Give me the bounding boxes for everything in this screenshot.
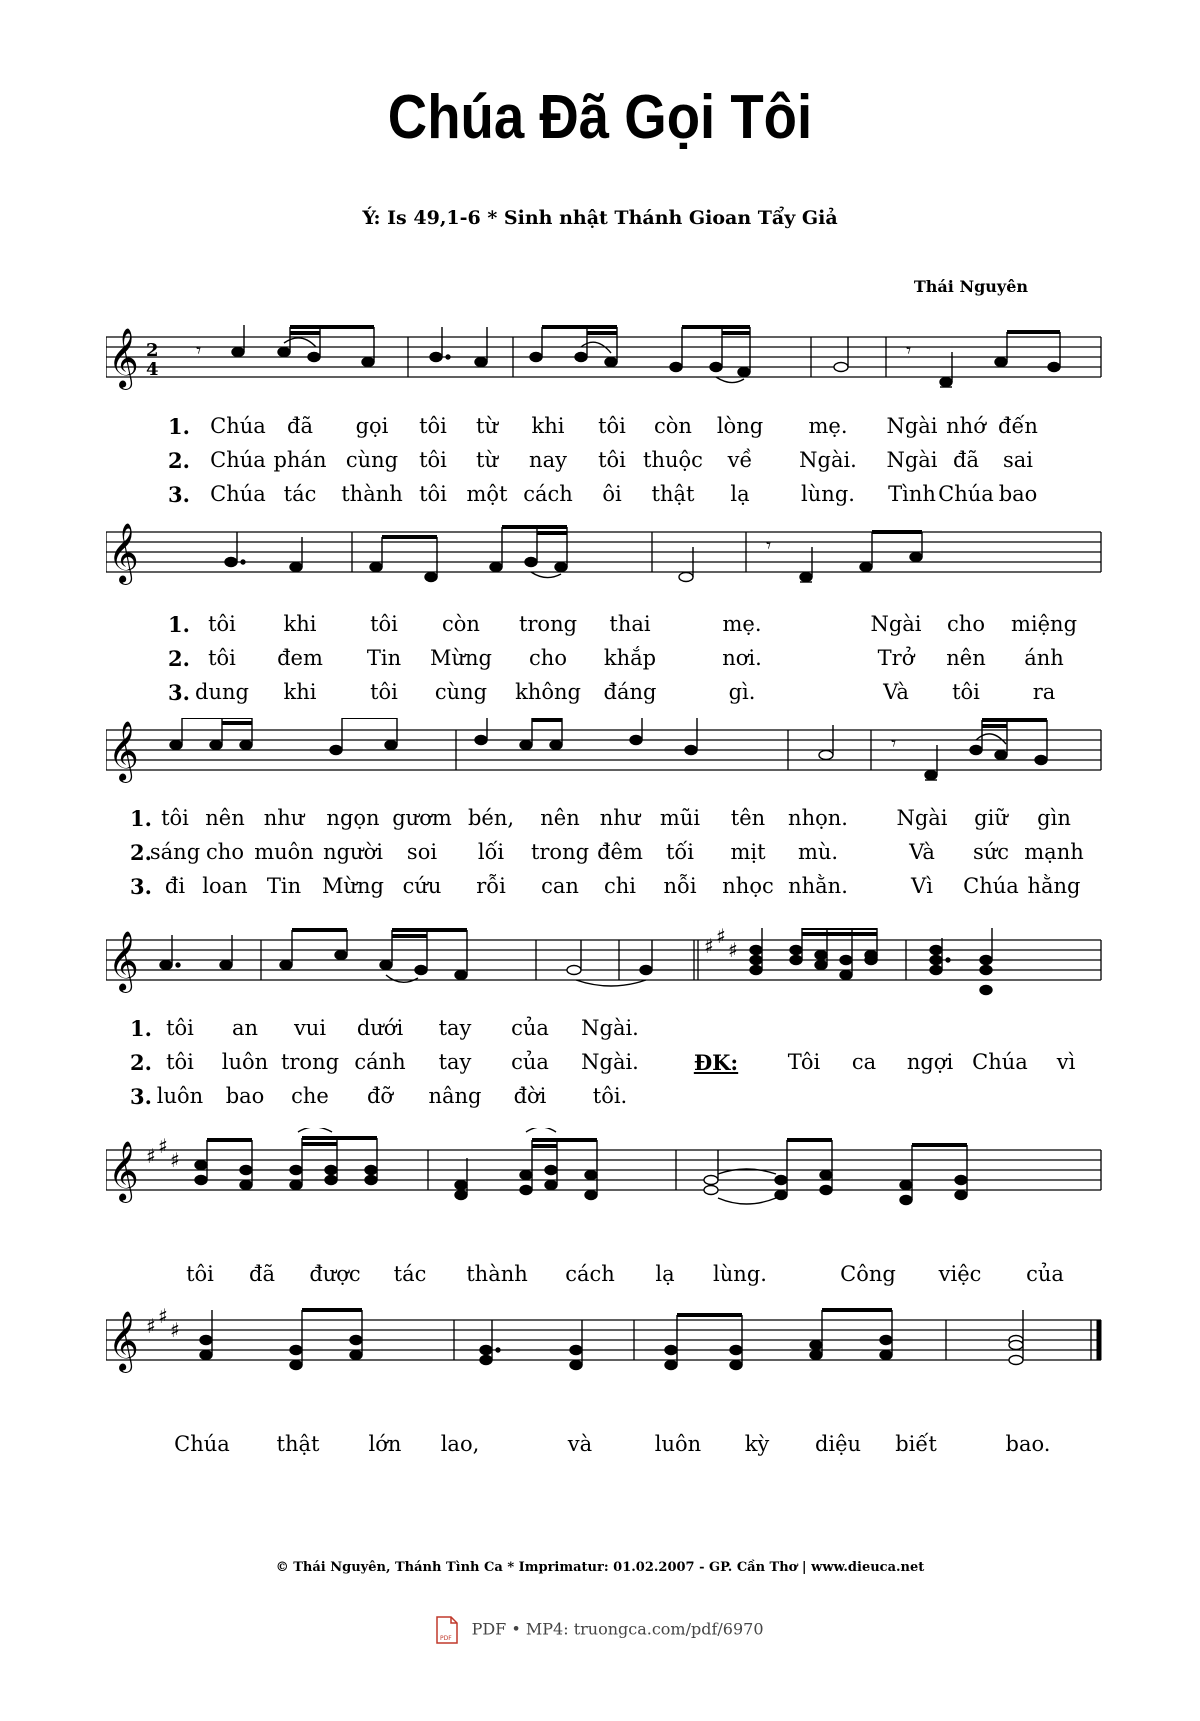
lyric-syllable: lối <box>477 840 505 864</box>
verse-number: 3. <box>130 1084 152 1109</box>
lyric-syllable: tác <box>393 1262 427 1286</box>
lyric-syllable: người <box>323 840 383 864</box>
verse-number: 3. <box>130 874 152 899</box>
lyric-syllable: Vì <box>911 874 933 898</box>
lyric-syllable: trong <box>280 1050 340 1074</box>
lyric-syllable: từ <box>476 414 498 438</box>
lyric-syllable: đỡ <box>366 1084 394 1108</box>
lyric-syllable: nỗi <box>663 874 697 898</box>
lyric-syllable: tôi <box>370 612 398 636</box>
lyric-syllable: Tin <box>266 874 302 898</box>
lyric-syllable: tôi <box>161 806 189 830</box>
lyric-syllable: Tôi <box>787 1050 821 1074</box>
lyric-syllable: ca <box>851 1050 877 1074</box>
lyric-syllable: nơi. <box>722 646 762 670</box>
lyric-syllable: an <box>231 1016 259 1040</box>
lyric-syllable: cho <box>206 840 244 864</box>
lyric-syllable: thai <box>609 612 651 636</box>
lyric-syllable: tôi. <box>592 1084 628 1108</box>
lyric-syllable: Ngài. <box>581 1050 639 1074</box>
lyric-syllable: tôi <box>598 448 626 472</box>
verse-number: 1. <box>168 612 190 637</box>
lyric-syllable: cho <box>529 646 567 670</box>
verse-number: 1. <box>130 806 152 831</box>
lyric-syllable: của <box>511 1050 549 1074</box>
song-title: Chúa Đã Gọi Tôi <box>387 83 813 152</box>
lyric-syllable: khi <box>283 612 317 636</box>
lyric-syllable: Chúa <box>210 482 266 506</box>
lyric-syllable: tôi <box>952 680 980 704</box>
song-subtitle: Ý: Is 49,1-6 * Sinh nhật Thánh Gioan Tẩy Giả <box>362 207 838 229</box>
lyric-syllable: nhọn. <box>788 806 848 830</box>
lyric-syllable: thành <box>341 482 403 506</box>
lyric-syllable: vui <box>293 1016 327 1040</box>
staff-system-5 <box>106 1128 1106 1218</box>
lyric-syllable: Chúa <box>963 874 1019 898</box>
lyric-syllable: Tình <box>888 482 936 506</box>
lyric-syllable: đem <box>277 646 323 670</box>
lyric-syllable: mịt <box>730 840 766 864</box>
svg-text:♯: ♯ <box>170 1318 180 1342</box>
lyric-syllable: Chúa <box>210 414 266 438</box>
lyric-syllable: lạ <box>730 482 750 506</box>
svg-text:𝄾: 𝄾 <box>906 338 912 362</box>
lyric-syllable: đã <box>953 448 979 472</box>
lyric-syllable: còn <box>654 414 692 438</box>
lyric-line <box>0 840 1200 870</box>
lyric-line <box>0 874 1200 904</box>
lyric-syllable: Tin <box>366 646 402 670</box>
svg-text:♯: ♯ <box>158 1134 168 1158</box>
lyric-syllable: và <box>567 1432 593 1456</box>
lyric-syllable: Và <box>909 840 935 864</box>
lyric-syllable: gì. <box>728 680 756 704</box>
lyric-syllable: của <box>1026 1262 1064 1286</box>
lyric-syllable: lớn <box>368 1432 402 1456</box>
lyric-syllable: Ngài. <box>799 448 857 472</box>
treble-clef-icon: 𝄞 <box>108 523 139 583</box>
treble-clef-icon: 𝄞 <box>108 931 139 991</box>
lyric-syllable: Công <box>840 1262 896 1286</box>
lyric-syllable: tôi <box>186 1262 214 1286</box>
lyric-syllable: đời <box>513 1084 547 1108</box>
lyric-syllable: ngọn <box>326 806 380 830</box>
lyric-syllable: tôi <box>208 646 236 670</box>
lyric-syllable: thành <box>466 1262 528 1286</box>
lyric-syllable: soi <box>406 840 438 864</box>
lyric-syllable: cách <box>523 482 573 506</box>
lyric-syllable: luôn <box>654 1432 702 1456</box>
lyric-syllable: mù. <box>797 840 839 864</box>
lyric-syllable: loan <box>202 874 248 898</box>
lyric-syllable: đã <box>249 1262 275 1286</box>
svg-text:♯: ♯ <box>716 928 726 948</box>
svg-text:♯: ♯ <box>146 1314 156 1338</box>
lyric-syllable: miệng <box>1010 612 1078 636</box>
treble-clef-icon: 𝄞 <box>108 1141 139 1201</box>
lyric-line <box>0 414 1200 444</box>
svg-text:𝄾: 𝄾 <box>196 338 202 362</box>
lyric-line <box>0 482 1200 512</box>
lyric-syllable: bao <box>225 1084 265 1108</box>
lyric-syllable: biết <box>895 1432 937 1456</box>
svg-text:𝄾: 𝄾 <box>891 731 897 755</box>
lyric-syllable: được <box>309 1262 361 1286</box>
lyric-syllable: nên <box>946 646 986 670</box>
svg-text:♯: ♯ <box>170 1148 180 1172</box>
lyric-syllable: ngợi <box>906 1050 954 1074</box>
lyric-syllable: rỗi <box>476 874 506 898</box>
lyric-syllable: tay <box>438 1050 472 1074</box>
lyric-syllable: thật <box>651 482 695 506</box>
lyric-syllable: kỳ <box>744 1432 770 1456</box>
lyric-syllable: vì <box>1056 1050 1076 1074</box>
lyric-syllable: gọi <box>355 414 389 438</box>
lyric-syllable: khắp <box>603 646 657 670</box>
lyric-syllable: Và <box>883 680 909 704</box>
lyric-syllable: tôi <box>166 1016 194 1040</box>
lyric-syllable: như <box>263 806 305 830</box>
lyric-syllable: dưới <box>356 1016 404 1040</box>
lyric-syllable: Ngài <box>896 806 948 830</box>
lyric-syllable: Ngài <box>870 612 922 636</box>
lyric-syllable: phán <box>273 448 327 472</box>
lyric-syllable: nâng <box>428 1084 482 1108</box>
lyric-syllable: che <box>291 1084 329 1108</box>
lyric-syllable: của <box>511 1016 549 1040</box>
lyric-syllable: nhớ <box>946 414 986 438</box>
lyric-syllable: khi <box>283 680 317 704</box>
lyric-syllable: đáng <box>603 680 657 704</box>
lyric-syllable: Chúa <box>174 1432 230 1456</box>
svg-text:PDF: PDF <box>440 1635 453 1642</box>
lyric-syllable: bén, <box>467 806 515 830</box>
verse-number: 2. <box>168 646 190 671</box>
lyric-syllable: gươm <box>392 806 452 830</box>
lyric-syllable: tôi <box>208 612 236 636</box>
treble-clef-icon: 𝄞 <box>108 721 139 781</box>
lyric-syllable: lao, <box>440 1432 480 1456</box>
lyric-syllable: tôi <box>419 414 447 438</box>
lyric-syllable: Chúa <box>938 482 994 506</box>
lyric-line <box>0 1050 1200 1080</box>
lyric-syllable: sức <box>972 840 1010 864</box>
lyric-syllable: Mừng <box>322 874 384 898</box>
lyric-syllable: trong <box>530 840 590 864</box>
lyric-syllable: tối <box>665 840 695 864</box>
staff-system-3 <box>106 718 1106 798</box>
lyric-syllable: mẹ. <box>722 612 762 636</box>
svg-text:♯: ♯ <box>146 1144 156 1168</box>
lyric-syllable: bao. <box>1005 1432 1051 1456</box>
lyric-syllable: mũi <box>659 806 701 830</box>
lyric-line <box>0 1016 1200 1046</box>
lyric-syllable: đêm <box>597 840 643 864</box>
lyric-syllable: muôn <box>254 840 314 864</box>
lyric-syllable: nên <box>540 806 580 830</box>
lyric-syllable: lùng. <box>713 1262 767 1286</box>
lyric-syllable: nên <box>205 806 245 830</box>
lyric-line <box>0 806 1200 836</box>
lyric-syllable: Ngài <box>886 414 938 438</box>
svg-text:♯: ♯ <box>728 938 738 962</box>
svg-text:♯: ♯ <box>158 1304 168 1328</box>
lyric-syllable: giữ <box>974 806 1008 830</box>
lyric-line <box>0 646 1200 676</box>
lyric-syllable: còn <box>442 612 480 636</box>
lyric-syllable: Chúa <box>210 448 266 472</box>
lyric-syllable: cho <box>947 612 985 636</box>
lyric-syllable: mạnh <box>1024 840 1084 864</box>
verse-number: 2. <box>130 840 152 865</box>
lyric-line <box>0 1084 1200 1114</box>
lyric-syllable: tác <box>283 482 317 506</box>
lyric-syllable: ôi <box>602 482 622 506</box>
lyric-syllable: không <box>515 680 581 704</box>
lyric-syllable: đến <box>998 414 1038 438</box>
treble-clef-icon: 𝄞 <box>108 1311 139 1371</box>
verse-number: 2. <box>130 1050 152 1075</box>
lyric-syllable: nay <box>529 448 567 472</box>
staff-system-2 <box>106 520 1106 600</box>
lyric-syllable: về <box>727 448 753 472</box>
verse-number: 1. <box>168 414 190 439</box>
svg-text:𝄾: 𝄾 <box>766 533 772 557</box>
lyric-syllable: tôi <box>370 680 398 704</box>
lyric-syllable: cùng <box>345 448 399 472</box>
lyric-syllable: tôi <box>419 482 447 506</box>
lyric-syllable: lùng. <box>801 482 855 506</box>
lyric-syllable: tôi <box>419 448 447 472</box>
time-sig-top: 2 <box>146 340 159 361</box>
lyric-syllable: tên <box>730 806 766 830</box>
lyric-syllable: một <box>466 482 508 506</box>
lyric-syllable: can <box>541 874 579 898</box>
lyric-line <box>0 448 1200 478</box>
verse-number: 2. <box>168 448 190 473</box>
lyric-syllable: gìn <box>1037 806 1071 830</box>
lyric-syllable: cách <box>565 1262 615 1286</box>
lyric-syllable: việc <box>938 1262 982 1286</box>
staff-system-1 <box>106 325 1106 405</box>
treble-clef-icon: 𝄞 <box>108 328 139 388</box>
svg-text:♯: ♯ <box>704 934 714 958</box>
staff-system-4 <box>106 928 1106 1008</box>
lyric-syllable: thật <box>276 1432 320 1456</box>
pdf-link-text[interactable]: PDF • MP4: truongca.com/pdf/6970 <box>471 1619 764 1639</box>
refrain-label: ĐK: <box>693 1050 739 1075</box>
verse-number: 3. <box>168 680 190 705</box>
lyric-syllable: ánh <box>1024 646 1064 670</box>
lyric-syllable: khi <box>531 414 565 438</box>
composer: Thái Nguyên <box>913 277 1028 296</box>
lyric-syllable: thuộc <box>643 448 703 472</box>
lyric-syllable: đi <box>164 874 186 898</box>
lyric-syllable: cánh <box>354 1050 406 1074</box>
lyric-syllable: tôi <box>166 1050 194 1074</box>
lyric-syllable: ra <box>1032 680 1056 704</box>
lyric-syllable: tay <box>438 1016 472 1040</box>
lyric-line <box>0 1432 1200 1462</box>
lyric-syllable: nhằn. <box>788 874 848 898</box>
time-sig-bottom: 4 <box>146 359 159 380</box>
copyright-footer: © Thái Nguyên, Thánh Tình Ca * Imprimatur: 01.02.2007 - GP. Cần Thơ | www.dieuca.net <box>275 1560 925 1575</box>
lyric-syllable: sáng <box>149 840 201 864</box>
lyric-syllable: mẹ. <box>808 414 848 438</box>
lyric-syllable: sai <box>1002 448 1034 472</box>
lyric-syllable: chi <box>603 874 637 898</box>
lyric-syllable: luôn <box>221 1050 269 1074</box>
lyric-syllable: đã <box>287 414 313 438</box>
lyric-syllable: lạ <box>655 1262 675 1286</box>
lyric-syllable: trong <box>518 612 578 636</box>
verse-number: 3. <box>168 482 190 507</box>
lyric-line <box>0 1262 1200 1292</box>
lyric-syllable: như <box>599 806 641 830</box>
lyric-syllable: lòng <box>716 414 764 438</box>
lyric-syllable: Ngài. <box>581 1016 639 1040</box>
lyric-syllable: diệu <box>814 1432 862 1456</box>
lyric-syllable: nhọc <box>722 874 774 898</box>
lyric-syllable: Ngài <box>886 448 938 472</box>
verse-number: 1. <box>130 1016 152 1041</box>
lyric-syllable: từ <box>476 448 498 472</box>
staff-system-6 <box>106 1298 1106 1388</box>
lyric-syllable: hằng <box>1027 874 1081 898</box>
lyric-syllable: bao <box>998 482 1038 506</box>
pdf-link-row[interactable] <box>0 1616 1200 1644</box>
lyric-line <box>0 680 1200 710</box>
lyric-syllable: tôi <box>598 414 626 438</box>
lyric-syllable: Mừng <box>430 646 492 670</box>
lyric-syllable: Trở <box>877 646 915 670</box>
pdf-file-icon <box>436 1616 458 1644</box>
lyric-syllable: cứu <box>402 874 442 898</box>
lyric-syllable: dung <box>195 680 249 704</box>
lyric-line <box>0 612 1200 642</box>
lyric-syllable: Chúa <box>972 1050 1028 1074</box>
lyric-syllable: luôn <box>156 1084 204 1108</box>
lyric-syllable: cùng <box>434 680 488 704</box>
